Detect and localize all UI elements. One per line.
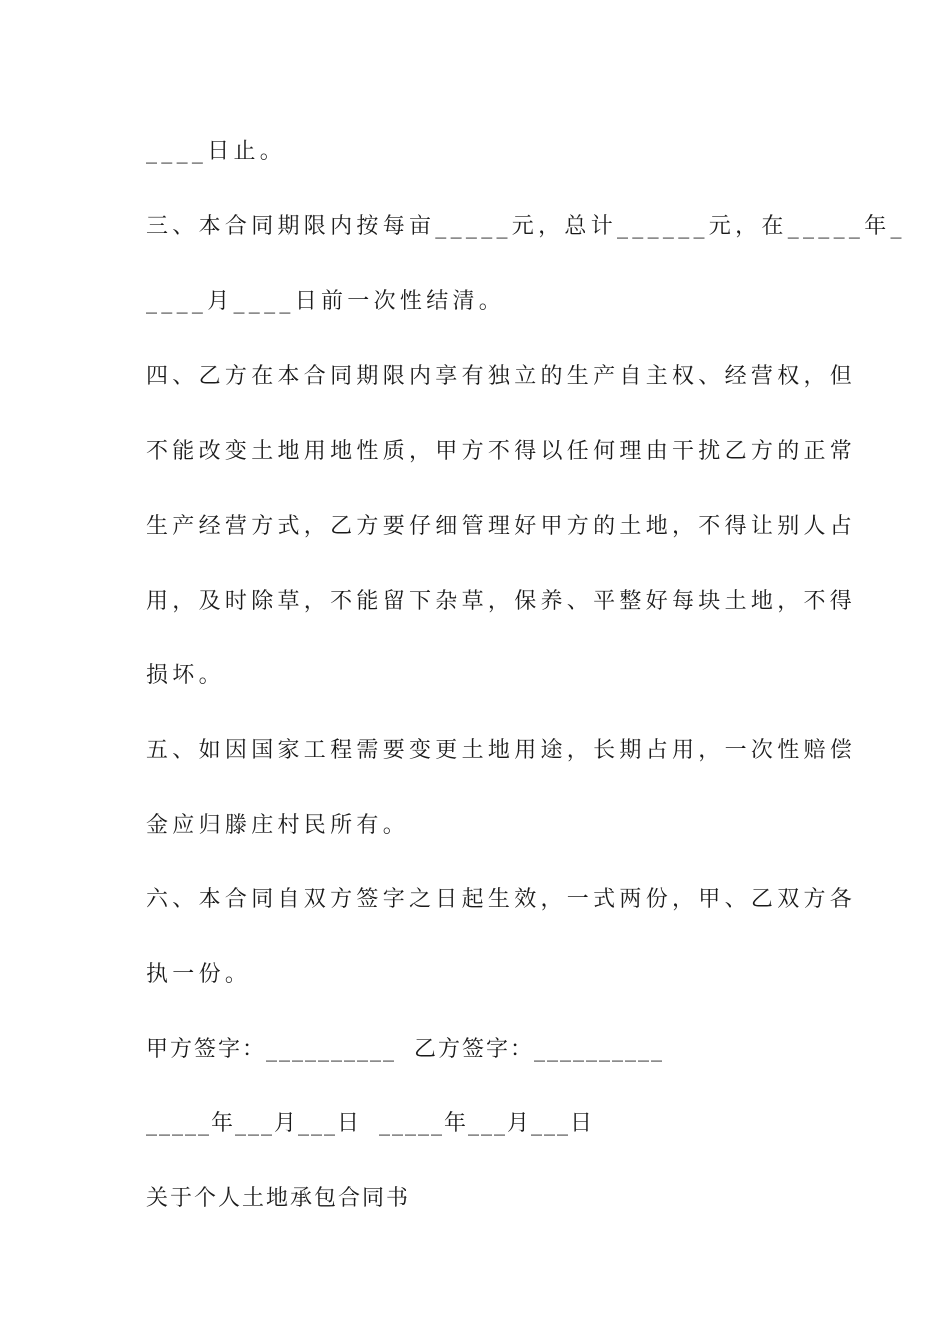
signature-line: 甲方签字：__________ 乙方签字：__________ [146, 1037, 664, 1062]
clause-4-line-4: 用，及时除草，不能留下杂草，保养、平整好每块土地，不得 [146, 589, 857, 614]
clause-3-line-1: 三、本合同期限内按每亩_____元，总计______元，在_____年_ [146, 214, 906, 239]
clause-3-line-2: ____月____日前一次性结清。 [146, 289, 506, 314]
next-document-title: 关于个人土地承包合同书 [146, 1186, 411, 1211]
text-line-payment-end-date: ____日止。 [146, 139, 287, 164]
clause-5-line-1: 五、如因国家工程需要变更土地用途，长期占用，一次性赔偿 [146, 738, 857, 763]
clause-6-line-1: 六、本合同自双方签字之日起生效，一式两份，甲、乙双方各 [146, 887, 857, 912]
clause-4-line-2: 不能改变土地用地性质，甲方不得以任何理由干扰乙方的正常 [146, 439, 857, 464]
date-line: _____年___月___日 _____年___月___日 [146, 1111, 594, 1136]
clause-6-line-2: 执一份。 [146, 962, 252, 987]
clause-4-line-1: 四、乙方在本合同期限内享有独立的生产自主权、经营权，但 [146, 364, 857, 389]
clause-4-line-5: 损坏。 [146, 663, 225, 688]
clause-5-line-2: 金应归滕庄村民所有。 [146, 813, 410, 838]
clause-4-line-3: 生产经营方式，乙方要仔细管理好甲方的土地，不得让别人占 [146, 514, 857, 539]
